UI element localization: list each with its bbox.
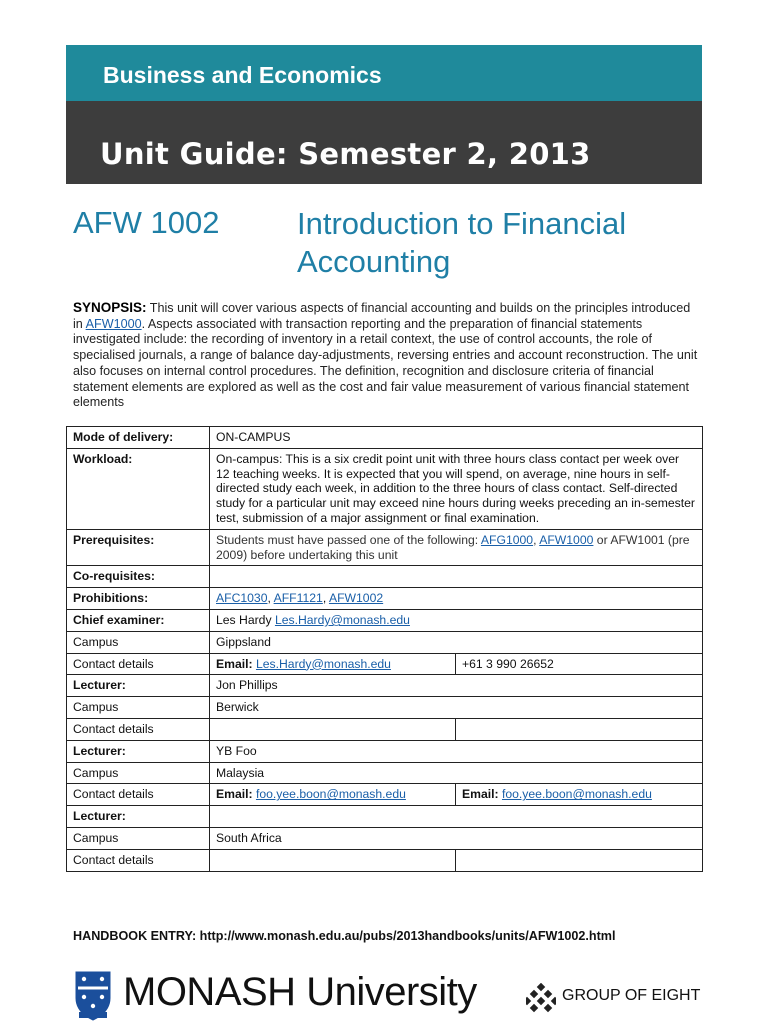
table-row [67, 427, 703, 449]
table-row [67, 762, 703, 784]
table-row [67, 529, 703, 566]
campus-label: Campus [67, 631, 210, 653]
prohib-link-aff1121[interactable]: AFF1121 [273, 591, 323, 606]
synopsis-paragraph [73, 300, 698, 411]
table-row [67, 609, 703, 631]
handbook-entry[interactable]: HANDBOOK ENTRY: http://www.monash.edu.au/pubs/2013handbooks/units/AFW1002.html [73, 929, 616, 943]
prereq-text-1: Students must have passed one of the following: [216, 532, 481, 547]
prereq-link-afw1000[interactable]: AFW1000 [539, 532, 594, 547]
table-row [67, 653, 703, 675]
synopsis-label: SYNOPSIS: [73, 300, 147, 315]
contact-email-link[interactable]: foo.yee.boon@monash.edu [255, 787, 406, 802]
table-row [67, 675, 703, 697]
prereq-value [210, 529, 703, 566]
table-row [67, 784, 703, 806]
unit-title: Introduction to Financial Accounting [297, 206, 627, 279]
lecturer-value [210, 806, 703, 828]
prohib-value [210, 588, 703, 610]
faculty-name: Business and Economics [103, 62, 382, 88]
contact-email-link[interactable]: foo.yee.boon@monash.edu [501, 787, 652, 802]
table-row [67, 718, 703, 740]
prereq-sep: , [533, 532, 540, 547]
contact-label: Contact details [67, 849, 210, 871]
contact-label: Contact details [67, 653, 210, 675]
table-row [67, 697, 703, 719]
lecturer-label: Lecturer: [67, 740, 210, 762]
unit-details-table [66, 426, 703, 872]
lecturer-label: Lecturer: [67, 675, 210, 697]
contact-empty-cell [456, 718, 703, 740]
prohib-link-afw1002[interactable]: AFW1002 [328, 591, 384, 606]
mode-label: Mode of delivery: [67, 427, 210, 449]
table-row [67, 849, 703, 871]
chief-label: Chief examiner: [67, 609, 210, 631]
lecturer-label: Lecturer: [67, 806, 210, 828]
email-label: Email: [462, 787, 499, 802]
synopsis-text-2: . Aspects associated with transaction reporting and the preparation of financial statements investigated include: the recording of inventory in a retail context, the use of control accounts, the role of specialised journals, a range of balance day-adjustments, reversing entries and account reconstruction. The unit also focuses on internal control procedures. The definition, recognition and disclosure criteria of financial statement elements are explored as well as the cost and fair value measurement of various financial statement elements [73, 316, 698, 410]
prereq-link-afg1000[interactable]: AFG1000 [480, 532, 534, 547]
coreq-label: Co-requisites: [67, 566, 210, 588]
prohib-label: Prohibitions: [67, 588, 210, 610]
lecturer-value: Jon Phillips [210, 675, 703, 697]
table-row [67, 588, 703, 610]
table-row [67, 566, 703, 588]
campus-label: Campus [67, 762, 210, 784]
campus-value: Berwick [210, 697, 703, 719]
workload-value: On-campus: This is a six credit point unit with three hours class contact per week over 12 teaching weeks. It is expected that you will spend, on average, nine hours in self-directed study each week, in addition to the three hours of class contact. Self-directed study for a particular unit may exceed nine hours during weeks preceding an in-semester test, submission of a major assignment or final examination. [210, 448, 703, 529]
prohib-link-afc1030[interactable]: AFC1030 [216, 591, 268, 606]
contact-phone: +61 3 990 26652 [456, 653, 703, 675]
contact-email-link[interactable]: Les.Hardy@monash.edu [255, 656, 391, 671]
campus-value: Malaysia [210, 762, 703, 784]
mode-value: ON-CAMPUS [210, 427, 703, 449]
table-row [67, 740, 703, 762]
campus-value: South Africa [210, 827, 703, 849]
workload-label: Workload: [67, 448, 210, 529]
campus-label: Campus [67, 697, 210, 719]
unit-guide-banner [66, 101, 702, 184]
chief-value [210, 609, 703, 631]
unit-code: AFW 1002 [73, 205, 220, 240]
prereq-text-2: or AFW1001 (pre 2009) before undertaking this unit [216, 532, 690, 562]
table-row [67, 448, 703, 529]
group-of-eight-logo [526, 983, 706, 1013]
contact-empty-cell [210, 718, 456, 740]
prereq-label: Prerequisites: [67, 529, 210, 566]
faculty-banner [66, 45, 702, 101]
table-row [67, 827, 703, 849]
campus-value: Gippsland [210, 631, 703, 653]
synopsis-text-1: This unit will cover various aspects of financial accounting and builds on the principles introduced in [73, 301, 691, 331]
group-of-eight-diamond-icon [526, 983, 556, 1013]
monash-word: MONASH [123, 970, 296, 1014]
chief-email-link[interactable]: Les.Hardy@monash.edu [274, 612, 410, 627]
contact-empty-cell [210, 849, 456, 871]
email-label: Email: [216, 787, 253, 802]
monash-crest-icon [73, 968, 113, 1022]
contact-email-cell [210, 784, 456, 806]
chief-name: Les Hardy [216, 612, 275, 627]
contact-label: Contact details [67, 784, 210, 806]
monash-logo [73, 966, 477, 1022]
university-word: University [295, 970, 477, 1014]
prohib-sep: , [322, 591, 329, 606]
email-label: Email: [216, 656, 253, 671]
contact-empty-cell [456, 849, 703, 871]
synopsis-link-afw1000[interactable]: AFW1000 [85, 316, 142, 331]
unit-guide-title: Unit Guide: Semester 2, 2013 [100, 137, 591, 171]
contact-email-cell [456, 784, 703, 806]
monash-wordmark [123, 970, 477, 1015]
lecturer-value: YB Foo [210, 740, 703, 762]
campus-label: Campus [67, 827, 210, 849]
prohib-sep: , [267, 591, 274, 606]
coreq-value [210, 566, 703, 588]
contact-email-cell [210, 653, 456, 675]
table-row [67, 631, 703, 653]
table-row [67, 806, 703, 828]
contact-label: Contact details [67, 718, 210, 740]
group-of-eight-text: GROUP OF EIGHT [562, 987, 701, 1004]
